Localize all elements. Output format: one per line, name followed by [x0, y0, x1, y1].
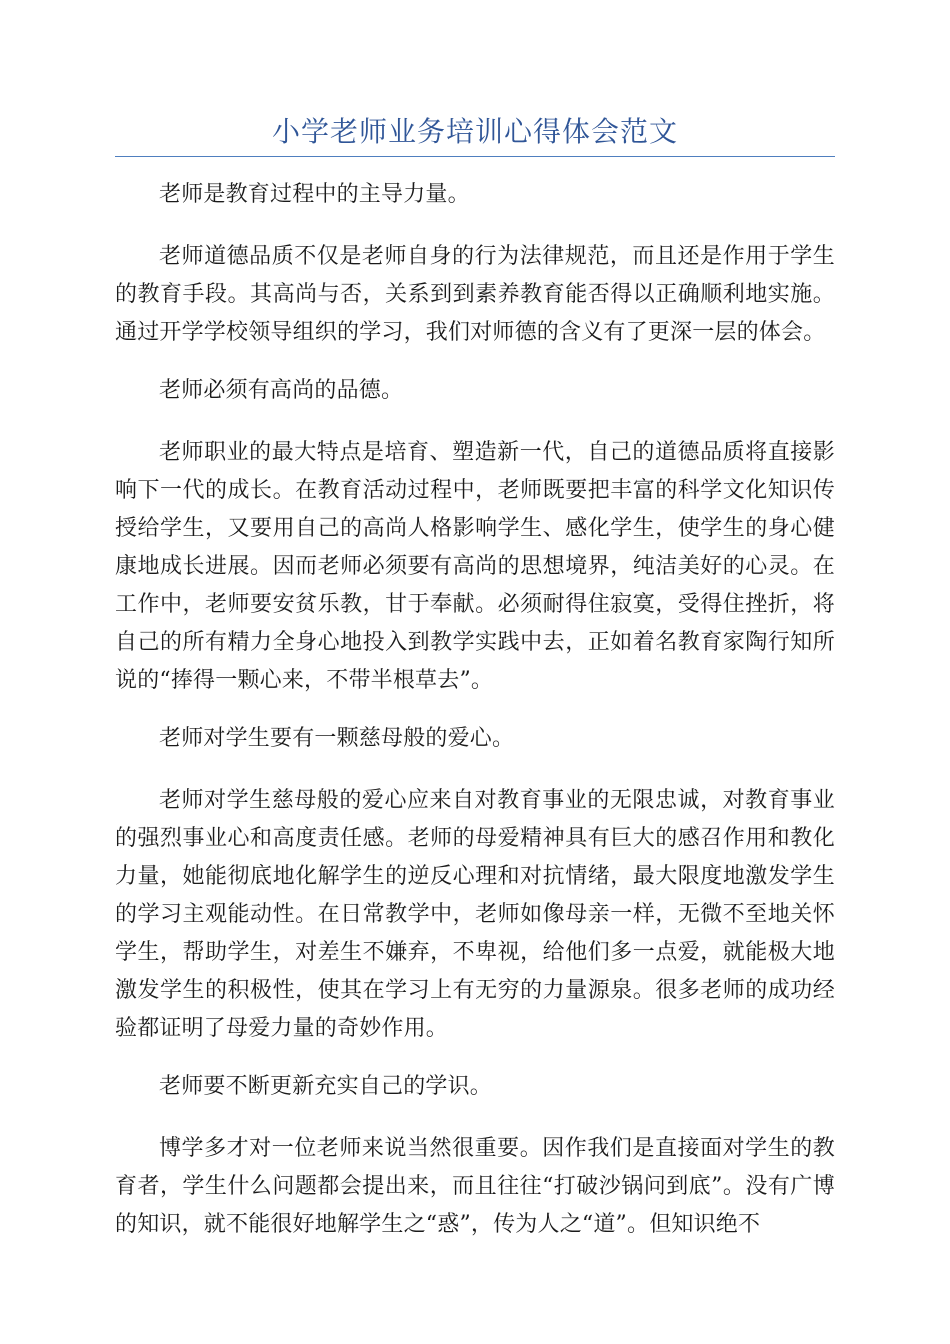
- document-body: [115, 176, 835, 1264]
- section-heading-update-knowledge: 老师要不断更新充实自己的学识。: [159, 1074, 493, 1099]
- section-heading-motherly-love: 老师对学生要有一颗慈母般的爱心。: [159, 726, 515, 751]
- paragraph-teacher-profession: 老师职业的最大特点是培育、塑造新一代，自己的道德品质将直接影响下一代的成长。在教育活动过程中，老师既要把丰富的科学文化知识传授给学生，又要用自己的高尚人格影响学生、感化学生，使学生的身心健康地成长进展。因而老师必须要有高尚的思想境界，纯洁美好的心灵。在工作中，老师要安贫乐教，甘于奉献。必须耐得住寂寞，受得住挫折，将自己的所有精力全身心地投入到教学实践中去，正如着名教育家陶行知所说的“捧得一颗心来，不带半根草去”。: [115, 440, 835, 693]
- document-title: 小学老师业务培训心得体会范文: [271, 115, 678, 148]
- title-block: [115, 112, 835, 157]
- paragraph-broad-knowledge: 博学多才对一位老师来说当然很重要。因作我们是直接面对学生的教育者，学生什么问题都会提出来，而且往往“打破沙锅问到底”。没有广博的知识，就不能很好地解学生之“惑”，传为人之“道”。但知识绝不: [115, 1136, 835, 1237]
- paragraph-teacher-ethics: 老师道德品质不仅是老师自身的行为法律规范，而且还是作用于学生的教育手段。其高尚与否，关系到到素养教育能否得以正确顺利地实施。通过开学学校领导组织的学习，我们对师德的含义有了更深一层的体会。: [115, 244, 835, 345]
- section-heading-noble-character: 老师必须有高尚的品德。: [159, 378, 404, 403]
- section-heading-leading-force: 老师是教育过程中的主导力量。: [159, 182, 470, 207]
- paragraph-motherly-love: 老师对学生慈母般的爱心应来自对教育事业的无限忠诚，对教育事业的强烈事业心和高度责任感。老师的母爱精神具有巨大的感召作用和教化力量，她能彻底地化解学生的逆反心理和对抗情绪，最大限度地激发学生的学习主观能动性。在日常教学中，老师如像母亲一样，无微不至地关怀学生，帮助学生，对差生不嫌弃，不卑视，给他们多一点爱，就能极大地激发学生的积极性，使其在学习上有无穷的力量源泉。很多老师的成功经验都证明了母爱力量的奇妙作用。: [115, 788, 835, 1041]
